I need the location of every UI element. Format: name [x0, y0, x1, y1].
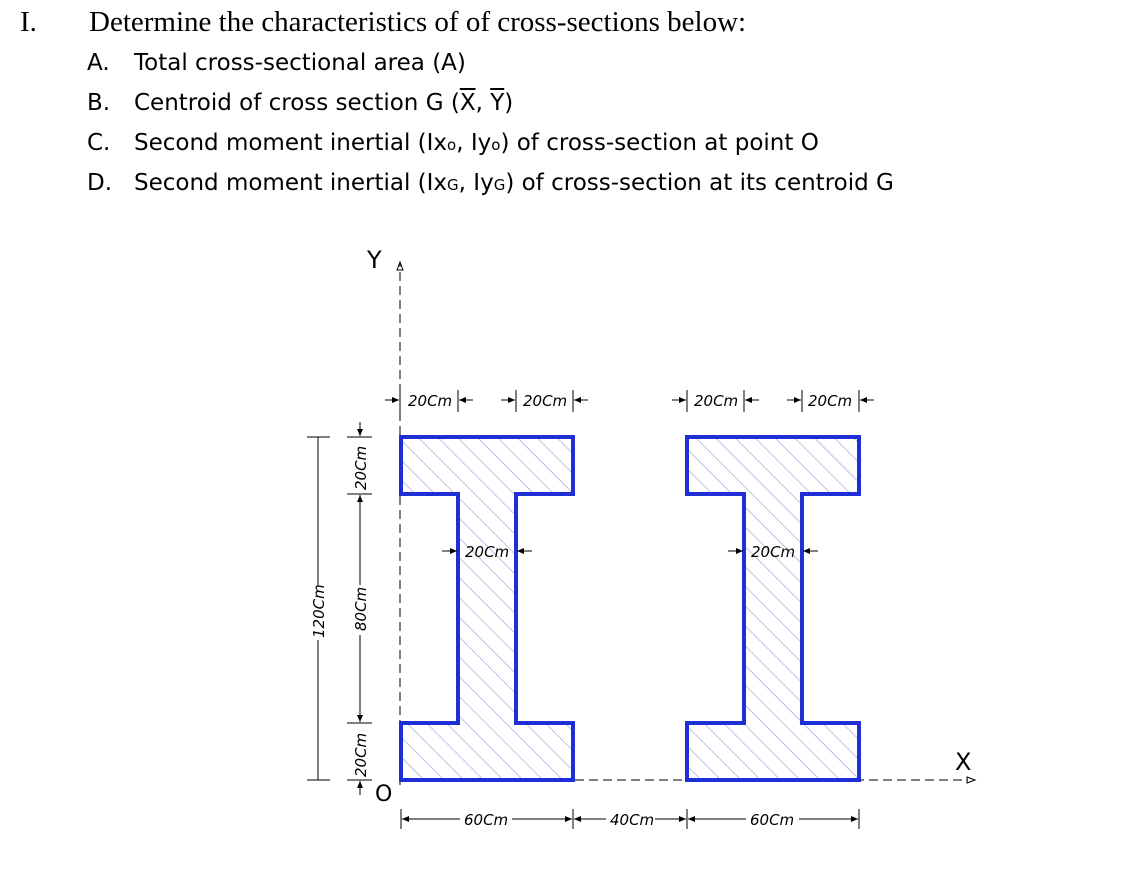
dim-flange-1-right: [501, 390, 588, 412]
dim-flange-2-right: [787, 390, 874, 412]
i-section-1: [401, 437, 573, 780]
web-1-label: 20Cm: [465, 543, 510, 561]
task-b-sep: ,: [475, 90, 491, 116]
dim-bottom: [401, 809, 859, 829]
task-b-close: ): [504, 90, 514, 116]
dim-total-height: [307, 437, 330, 780]
flange-1-right-label: 20Cm: [523, 392, 568, 410]
task-d-text-1: Second moment inertial (Ix: [134, 170, 448, 196]
task-c-sub-2: o: [491, 136, 501, 154]
task-b-letter: B.: [87, 90, 111, 116]
bottom-flange-thickness-label: 20Cm: [352, 732, 370, 777]
total-height-label: 120Cm: [310, 584, 328, 638]
dim-flange-1-left: [385, 390, 473, 412]
x-axis-label: X: [955, 748, 972, 776]
task-d-letter: D.: [87, 170, 113, 196]
x-axis-arrow-icon: [967, 777, 975, 783]
dim-part-heights: [347, 422, 372, 795]
dim-web-2: [728, 543, 818, 561]
task-d-text-3: ) of cross-section at its centroid G: [505, 170, 894, 196]
task-c-text-3: ) of cross-section at point O: [500, 130, 819, 156]
question-number: I.: [20, 6, 37, 38]
task-a-text: Total cross-sectional area (A): [134, 50, 466, 76]
top-flange-thickness-label: 20Cm: [352, 445, 370, 490]
web-height-label: 80Cm: [352, 586, 370, 631]
flange-1-left-label: 20Cm: [408, 392, 453, 410]
task-c-sub-1: o: [447, 136, 457, 154]
task-a-letter: A.: [87, 50, 110, 76]
task-d-text-2: , Iy: [458, 170, 494, 196]
origin-label: O: [375, 782, 393, 807]
task-d-sub-2: G: [493, 176, 506, 194]
task-c-text-2: , Iy: [456, 130, 492, 156]
centroid-y-bar: $\overline{Y}$: [490, 90, 505, 116]
task-b-text: Centroid of cross section G (: [134, 90, 460, 116]
flange-2-right-label: 20Cm: [808, 392, 853, 410]
section-1-width-label: 60Cm: [464, 811, 509, 829]
task-c-letter: C.: [87, 130, 111, 156]
dim-flange-2-left: [672, 390, 759, 412]
flange-2-left-label: 20Cm: [694, 392, 739, 410]
task-c-text-1: Second moment inertial (Ix: [134, 130, 448, 156]
web-2-label: 20Cm: [751, 543, 796, 561]
gap-width-label: 40Cm: [610, 811, 655, 829]
y-axis-label: Y: [367, 246, 382, 274]
centroid-x-bar: $\overline{X}$: [459, 90, 476, 116]
dim-web-1: [442, 543, 532, 561]
task-d-sub-1: G: [447, 176, 459, 194]
section-2-width-label: 60Cm: [750, 811, 795, 829]
i-section-2: [687, 437, 859, 780]
question-title: Determine the characteristics of of cross-sections below:: [89, 6, 747, 38]
